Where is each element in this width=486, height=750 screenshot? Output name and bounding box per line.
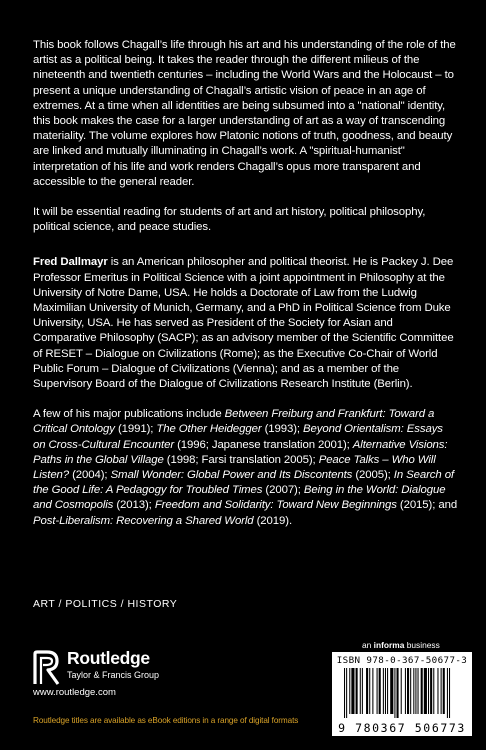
- barcode-bar: [397, 668, 399, 718]
- barcode-bar: [418, 668, 419, 714]
- book-description: This book follows Chagall’s life through his art and his understanding of the role of the artist as a political being. It takes the reader through the different milieus of the nineteenth and twentieth centuries – including the World Wars and the Holocaust – to present a unique understanding of Chagall’s artistic vision of peace in an age of extremes. At a time when all identities are being subsumed into a "national" identity, this book makes the case for a larger understanding of art as a way of transcending materiality. The volume explores how Platonic notions of truth, goodness, and beauty are linked and mutually illuminating in Chagall’s work. A "spiritual-humanist" interpretation of his life and work renders Chagall’s opus more transparent and accessible to the general reader.: [33, 39, 456, 188]
- barcode-bar: [356, 668, 358, 714]
- barcode-bar: [344, 668, 345, 718]
- isbn-label: ISBN 978-0-367-50677-3: [336, 655, 468, 666]
- barcode-bar: [415, 668, 416, 714]
- publisher-group: Taylor & Francis Group: [67, 670, 160, 680]
- barcode-bar: [346, 668, 347, 718]
- barcode-bar: [405, 668, 406, 714]
- subject-categories: ART / POLITICS / HISTORY: [33, 598, 178, 610]
- author-bio: [33, 255, 458, 392]
- barcode-bar: [407, 668, 409, 714]
- routledge-r-icon: [33, 650, 61, 686]
- barcode-bar: [379, 668, 381, 714]
- informa-business-tag: an informa business: [362, 640, 440, 650]
- informa-brand: informa: [373, 640, 405, 650]
- barcode-bar: [360, 668, 361, 714]
- barcode-bar: [447, 668, 448, 718]
- barcode-bar: [349, 668, 350, 714]
- barcode-bar: [394, 668, 395, 718]
- barcode-bar: [377, 668, 378, 714]
- author-name: Fred Dallmayr: [33, 256, 108, 269]
- publisher-name: Routledge: [67, 648, 150, 668]
- barcode-bar: [410, 668, 411, 714]
- barcode-bar: [362, 668, 363, 714]
- barcode-bar: [441, 668, 442, 714]
- barcode-bar: [437, 668, 438, 714]
- barcode-bar: [430, 668, 432, 714]
- author-publications: A few of his major publications include Between Freiburg and Frankfurt: Toward a Critical Ontology (1991); The Other Heidegger (1993); Beyond Orientalism: Essays on Cross-Cultural Encounter (1996; Japanese translation 2001); Alternative Visions: Paths in the Global Village (1998; Farsi translation 2005); Peace Talks – Who Will Listen? (2004); Small Wonder: Global Power and Its Discontents (2005); In Search of the Good Life: A Pedagogy for Troubled Times (2007); Being in the World: Dialogue and Cosmopolis (2013); Freedom and Solidarity: Toward New Beginnings (2015); and Post-Liberalism: Recovering a Shared World (2019).: [33, 408, 458, 527]
- ean-number: 9 780367 506773: [338, 721, 466, 735]
- barcode-bar: [421, 668, 423, 714]
- publisher-url: www.routledge.com: [33, 687, 116, 698]
- back-cover-text: [33, 38, 458, 544]
- barcode-bar: [413, 668, 414, 714]
- barcode-bars-icon: [344, 668, 460, 718]
- barcode-bar: [390, 668, 393, 714]
- barcode-bar: [385, 668, 386, 714]
- barcode-bar: [351, 668, 354, 714]
- barcode-bar: [366, 668, 368, 714]
- barcode-bar: [369, 668, 370, 714]
- barcode-bar: [443, 668, 445, 714]
- barcode-bar: [428, 668, 429, 714]
- barcode-bar: [383, 668, 384, 714]
- barcode-bar: [449, 668, 450, 718]
- barcode-bar: [387, 668, 388, 714]
- barcode-bar: [401, 668, 402, 714]
- audience-statement: It will be essential reading for students of art and art history, political philosophy, political science, and peace studies.: [33, 206, 426, 234]
- barcode: [332, 652, 472, 736]
- barcode-bar: [424, 668, 427, 714]
- barcode-bar: [433, 668, 434, 714]
- publisher-logo: [33, 650, 233, 710]
- barcode-bar: [372, 668, 373, 714]
- ebook-note: Routledge titles are available as eBook editions in a range of digital formats: [33, 716, 299, 725]
- author-bio-text: is an American philosopher and political theorist. He is Packey J. Dee Professor Emeritus in Political Science with a joint appointment in Philosophy at the University of Notre Dame, USA. He holds a Doctorate of Law from the Ludwig Maximilian University of Munich, Germany, and a PhD in Political Science from Duke University, USA. He has served as President of the Society for Asian and Comparative Philosophy (SACP); as an advisory member of the Scientific Committee of RESET – Dialogue on Civilizations (Rome); as the Executive Co-Chair of World Public Forum – Dialogue of Civilizations (Vienna); and as a member of the Supervisory Board of the Dialogue of Civilizations Research Institute (Berlin).: [33, 256, 454, 391]
